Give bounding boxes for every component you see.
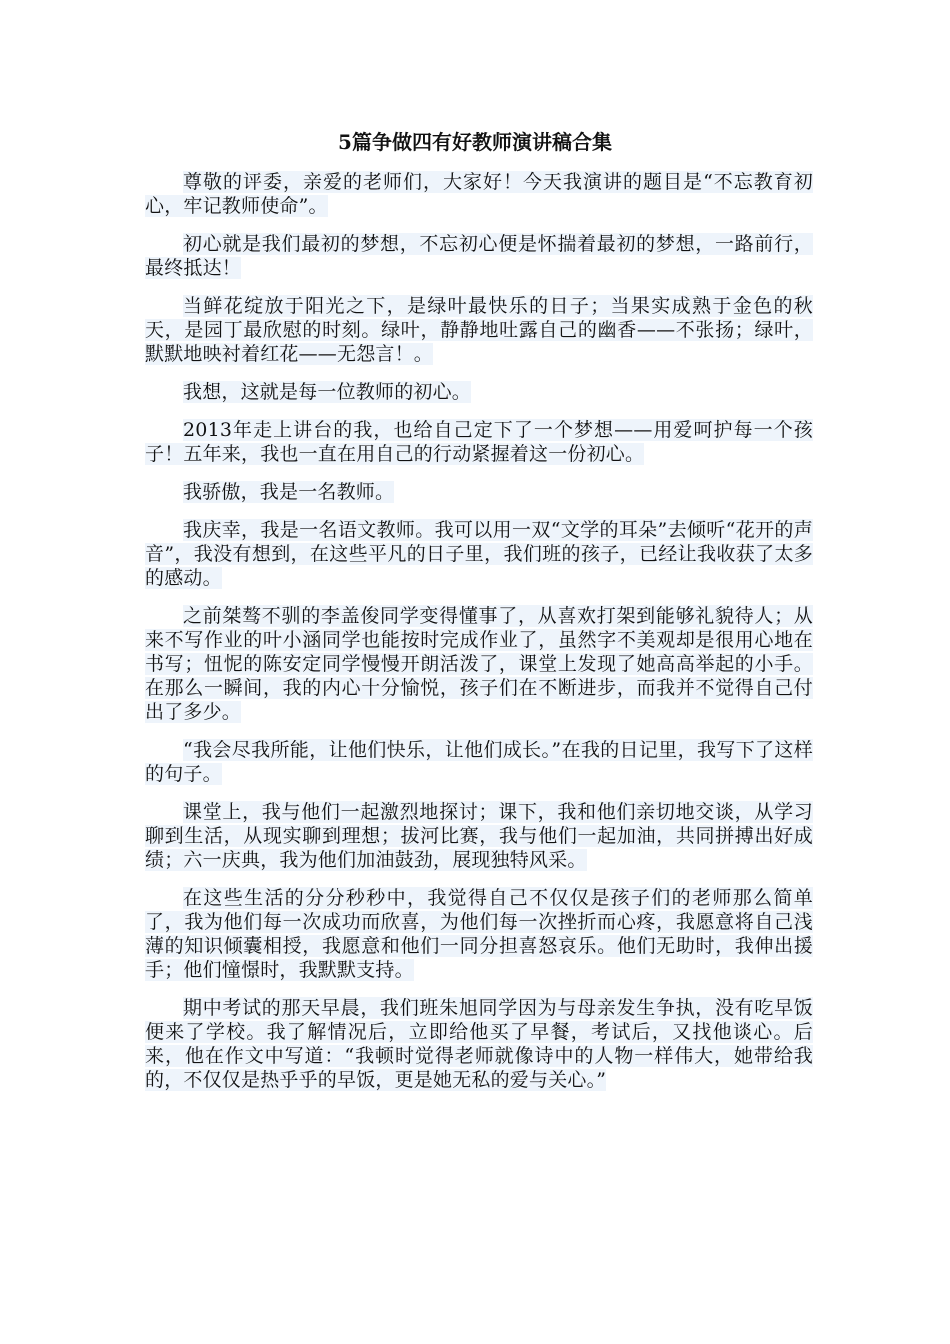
document-body (145, 170, 813, 1106)
paragraph (145, 518, 813, 590)
document-title: 5篇争做四有好教师演讲稿合集 (338, 130, 612, 154)
paragraph-text: “我会尽我所能，让他们快乐，让他们成长。”在我的日记里，我写下了这样的句子。 (145, 739, 813, 785)
paragraph (145, 380, 813, 404)
paragraph-text: 之前桀骜不驯的李盖俊同学变得懂事了，从喜欢打架到能够礼貌待人；从来不写作业的叶小涵同学也能按时完成作业了，虽然字不美观却是很用心地在书写；忸怩的陈安定同学慢慢开朗活泼了，课堂上发现了她高高举起的小手。在那么一瞬间，我的内心十分愉悦，孩子们在不断进步，而我并不觉得自己付出了多少。 (145, 605, 813, 723)
paragraph (145, 996, 813, 1092)
paragraph (145, 232, 813, 280)
paragraph-text: 课堂上，我与他们一起激烈地探讨；课下，我和他们亲切地交谈，从学习聊到生活，从现实聊到理想；拔河比赛，我与他们一起加油，共同拼搏出好成绩；六一庆典，我为他们加油鼓劲，展现独特风采。 (145, 801, 813, 871)
paragraph (145, 800, 813, 872)
paragraph-text: 初心就是我们最初的梦想，不忘初心便是怀揣着最初的梦想，一路前行，最终抵达！ (145, 233, 813, 279)
paragraph-text: 2013年走上讲台的我，也给自己定下了一个梦想——用爱呵护每一个孩子！五年来，我也一直在用自己的行动紧握着这一份初心。 (145, 419, 813, 465)
paragraph (145, 170, 813, 218)
paragraph (145, 604, 813, 724)
paragraph (145, 738, 813, 786)
paragraph (145, 480, 813, 504)
paragraph-text: 我骄傲，我是一名教师。 (183, 481, 395, 503)
paragraph (145, 886, 813, 982)
paragraph-text: 尊敬的评委，亲爱的老师们，大家好！今天我演讲的题目是“不忘教育初心，牢记教师使命”。 (145, 171, 813, 217)
paragraph-text: 期中考试的那天早晨，我们班朱旭同学因为与母亲发生争执，没有吃早饭便来了学校。我了解情况后，立即给他买了早餐，考试后，又找他谈心。后来，他在作文中写道：“我顿时觉得老师就像诗中的人物一样伟大，她带给我的，不仅仅是热乎乎的早饭，更是她无私的爱与关心。” (145, 997, 813, 1091)
paragraph-text: 我庆幸，我是一名语文教师。我可以用一双“文学的耳朵”去倾听“花开的声音”，我没有想到，在这些平凡的日子里，我们班的孩子，已经让我收获了太多的感动。 (145, 519, 813, 589)
paragraph (145, 418, 813, 466)
paragraph-text: 在这些生活的分分秒秒中，我觉得自己不仅仅是孩子们的老师那么简单了，我为他们每一次成功而欣喜，为他们每一次挫折而心疼，我愿意将自己浅薄的知识倾囊相授，我愿意和他们一同分担喜怒哀乐。他们无助时，我伸出援手；他们憧憬时，我默默支持。 (145, 887, 813, 981)
paragraph-text: 当鲜花绽放于阳光之下，是绿叶最快乐的日子；当果实成熟于金色的秋天，是园丁最欣慰的时刻。绿叶，静静地吐露自己的幽香——不张扬；绿叶，默默地映衬着红花——无怨言！。 (145, 295, 813, 365)
paragraph-text: 我想，这就是每一位教师的初心。 (183, 381, 472, 403)
paragraph (145, 294, 813, 366)
